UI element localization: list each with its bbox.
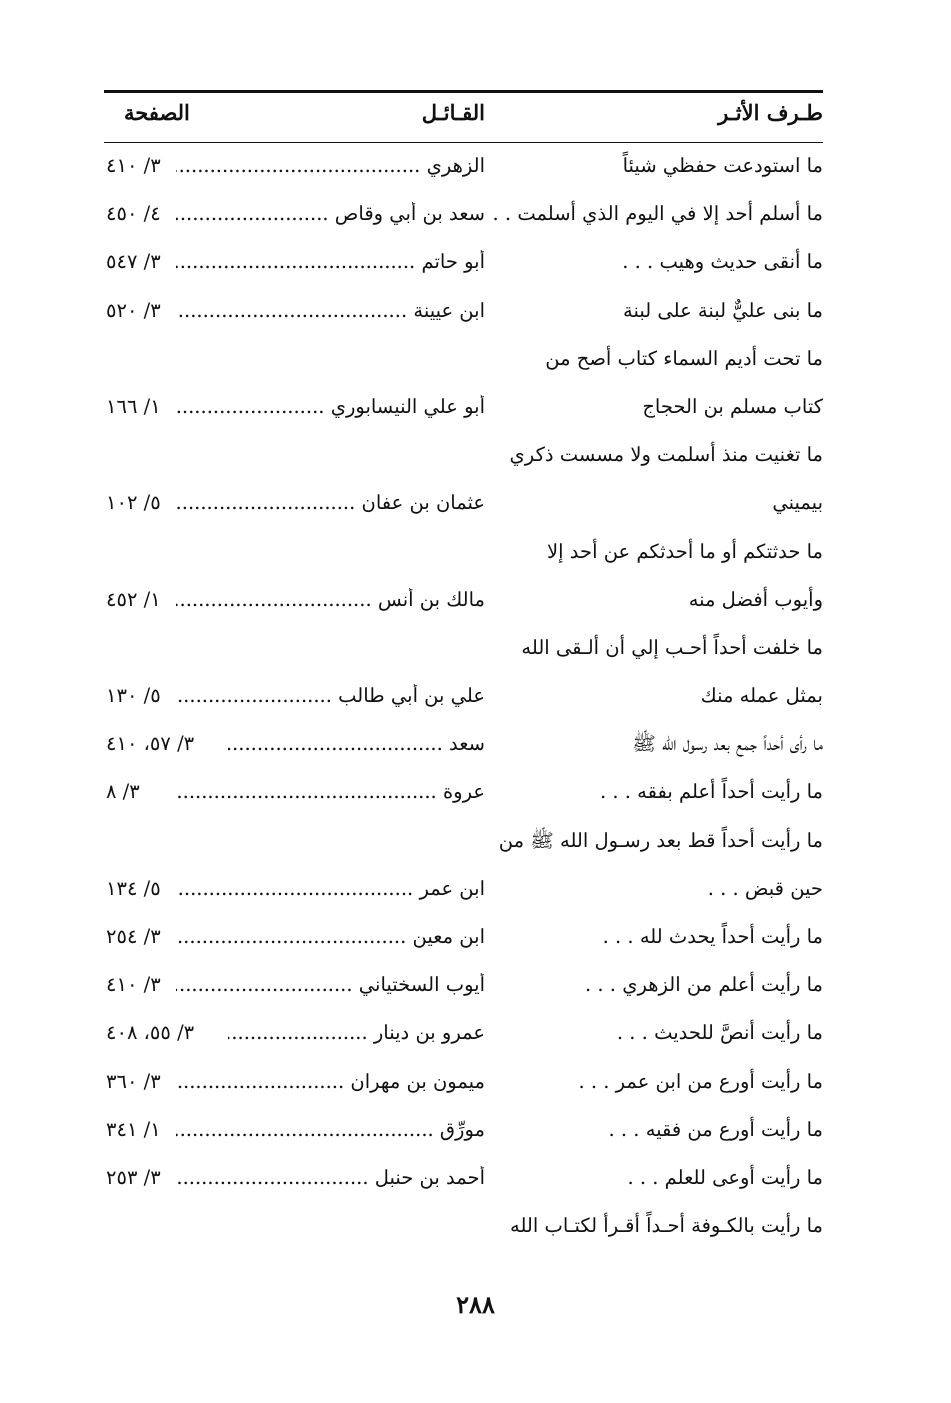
page-ref: ١/ ٣٤١ [104,1118,176,1141]
table-row [104,387,823,435]
athar-text: ما رأيت أعلم من الزهري . . . [585,973,823,997]
qail-text: عروة ..... [105,780,485,803]
table-row [104,580,823,628]
page-ref: ٥/ ١٠٢ [104,491,176,514]
table-row [104,917,823,965]
table-row [104,435,823,483]
table-row [104,532,823,580]
header-page: الصفحة [124,100,190,125]
page-ref: ٣/ ٥٧، ٤١٠ [104,732,228,755]
page-ref: ٣/ ٤١٠ [104,973,176,996]
qail-text: عثمان بن عفان ..... [105,491,485,514]
qail-text: أحمد بن حنبل ..... [105,1166,485,1189]
page-ref: ٣/ ٥٤٧ [104,250,176,273]
page-ref: ٥/ ١٣٤ [104,877,176,900]
table-header [104,100,823,134]
athar-text: ما حدثتكم أو ما أحدثكم عن أحد إلا [547,539,823,563]
athar-text: ما رأيت أحداً يحدث لله . . . [602,925,823,948]
header-athar: طـرف الأثـر [718,100,823,125]
page-ref: ٣/ ٤١٠ [104,154,176,177]
table-row [104,1013,823,1061]
qail-text: أبو حاتم ..... [105,250,485,273]
table-row [104,1206,823,1254]
table-row [104,1110,823,1158]
qail-text: سعد بن أبي وقاص ..... [105,202,485,225]
athar-text: ما تغنيت منذ أسلمت ولا مسست ذكري [509,443,823,467]
athar-text: ما رأيت أورع من فقيه . . . [608,1117,823,1141]
athar-text: ما أسلم أحد إلا في اليوم الذي أسلمت . . [492,202,823,226]
qail-text: ابن عيينة ..... [105,299,485,322]
page-ref: ٤/ ٤٥٠ [104,202,176,225]
qail-text: عمرو بن دينار ..... [105,1021,485,1044]
table-row [104,676,823,724]
athar-text: ما رأى أحداً جمع بعد رسول الله ﷺ [632,732,823,756]
qail-text: ابن عمر ..... [105,877,485,900]
table-row [104,965,823,1013]
top-rule [104,90,823,93]
qail-text: ابن معين ..... [105,925,485,948]
page-ref: ٣/ ٥٥، ٤٠٨ [104,1021,228,1044]
page-ref: ٣/ ٢٥٤ [104,925,176,948]
header-qail: القـائـل [421,100,485,125]
table-row [104,772,823,820]
table-row [104,628,823,676]
qail-text: الزهري ..... [105,154,485,177]
page-ref: ٣/ ٢٥٣ [104,1166,176,1189]
athar-text: بمثل عمله منك [700,684,823,708]
athar-text: ما رأيت أوعى للعلم . . . [627,1165,823,1189]
page-ref: ٣/ ٣٦٠ [104,1070,176,1093]
athar-text: ما تحت أديم السماء كتاب أصح من [545,346,823,370]
athar-text: بيميني [772,491,823,515]
athar-text: ما خلفت أحداً أحـب إلي أن ألـقى الله [521,635,823,659]
page-number: ٢٨٨ [456,1290,495,1319]
table-row [104,1062,823,1110]
table-row [104,291,823,339]
qail-text: مورِّق ..... [105,1118,485,1141]
page-ref: ٥/ ١٣٠ [104,684,176,707]
qail-text: مالك بن أنس ..... [105,588,485,611]
page-ref: ٣/ ٨ [104,780,176,803]
qail-text: علي بن أبي طالب ..... [105,684,485,707]
index-rows [104,146,823,1254]
qail-text: سعد ..... [105,732,485,755]
page-ref: ٣/ ٥٢٠ [104,299,176,322]
qail-text: أبو علي النيسابوري ..... [105,395,485,418]
table-row [104,194,823,242]
athar-text: وأيوب أفضل منه [688,587,823,611]
athar-text: ما رأيت أحداً قط بعد رسـول الله ﷺ من [498,828,823,852]
athar-text: ما رأيت أورع من ابن عمر . . . [578,1069,823,1093]
athar-text: ما بنى عليٌّ لبنة على لبنة [623,298,823,322]
athar-text: ما أنقى حديث وهيب . . . [622,250,823,274]
qail-text: أيوب السختياني ..... [105,973,485,996]
table-row [104,146,823,194]
table-row [104,483,823,531]
table-row [104,1158,823,1206]
athar-text: ما رأيت بالكـوفة أحـداً أقـرأ لكتـاب الله [510,1214,823,1238]
table-row [104,724,823,772]
header-rule [104,142,823,143]
page-ref: ١/ ١٦٦ [104,395,176,418]
athar-text: ما رأيت أحداً أعلم بفقه . . . [599,780,823,804]
table-row [104,242,823,290]
table-row [104,339,823,387]
table-row [104,869,823,917]
athar-text: حين قبض . . . [707,876,823,900]
athar-text: كتاب مسلم بن الحجاج [642,394,823,418]
page-ref: ١/ ٤٥٢ [104,588,176,611]
athar-text: ما استودعت حفظي شيئاً [622,154,823,177]
athar-text: ما رأيت أنصَّ للحديث . . . [616,1021,823,1045]
table-row [104,821,823,869]
qail-text: ميمون بن مهران ..... [105,1070,485,1093]
